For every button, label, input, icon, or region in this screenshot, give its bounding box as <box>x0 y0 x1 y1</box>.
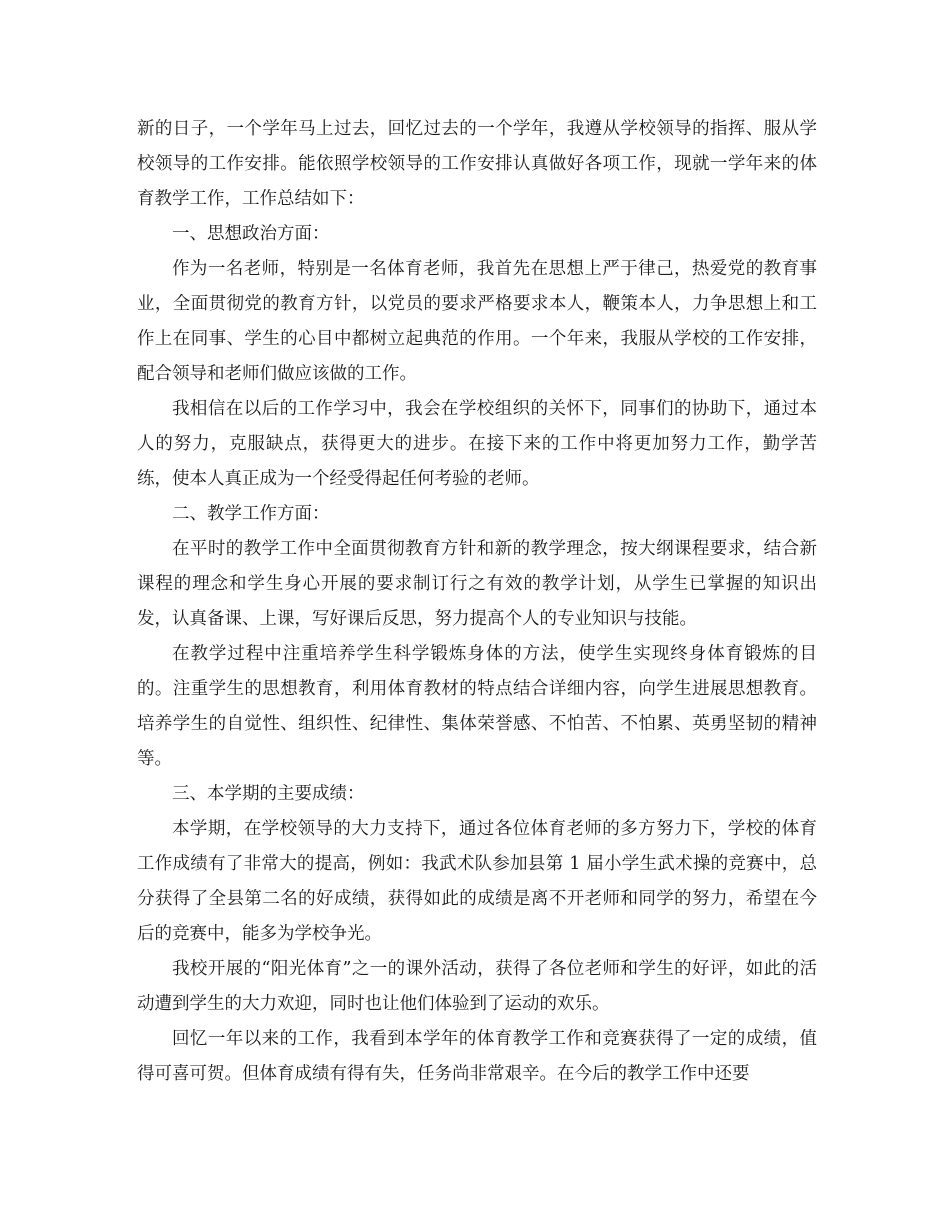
body-paragraph: 我校开展的“阳光体育”之一的课外活动，获得了各位老师和学生的好评，如此的活动遭到学生的大力欢迎，同时也让他们体验到了运动的欢乐。 <box>137 959 817 1014</box>
document-body <box>137 112 817 1092</box>
body-paragraph: 我相信在以后的工作学习中，我会在学校组织的关怀下，同事们的协助下，通过本人的努力，克服缺点，获得更大的进步。在接下来的工作中将更加努力工作，勤学苦练，使本人真正成为一个经受得起任何考验的老师。 <box>137 399 817 489</box>
body-paragraph: 在平时的教学工作中全面贯彻教育方针和新的教学理念，按大纲课程要求，结合新课程的理念和学生身心开展的要求制订行之有效的教学计划，从学生已掌握的知识出发，认真备课、上课，写好课后反思，努力提高个人的专业知识与技能。 <box>137 539 817 629</box>
body-paragraph: 回忆一年以来的工作，我看到本学年的体育教学工作和竞赛获得了一定的成绩，值得可喜可贺。但体育成绩有得有失，任务尚非常艰辛。在今后的教学工作中还要 <box>137 1029 817 1084</box>
section-heading-ideology: 一、思想政治方面： <box>172 224 330 244</box>
body-paragraph: 在教学过程中注重培养学生科学锻炼身体的方法，使学生实现终身体育锻炼的目的。注重学生的思想教育，利用体育教材的特点结合详细内容，向学生进展思想教育。培养学生的自觉性、组织性、纪律性、集体荣誉感、不怕苦、不怕累、英勇坚韧的精神等。 <box>137 644 817 769</box>
section-heading-achievements: 三、本学期的主要成绩： <box>172 784 365 804</box>
body-paragraph: 本学期，在学校领导的大力支持下，通过各位体育老师的多方努力下，学校的体育工作成绩有了非常大的提高，例如：我武术队参加县第 1 届小学生武术操的竞赛中，总分获得了全县第二名的好成绩，获得如此的成绩是离不开老师和同学的努力，希望在今后的竞赛中，能多为学校争光。 <box>137 819 817 944</box>
body-paragraph: 作为一名老师，特别是一名体育老师，我首先在思想上严于律己，热爱党的教育事业，全面贯彻党的教育方针，以党员的要求严格要求本人，鞭策本人，力争思想上和工作上在同事、学生的心目中都树立起典范的作用。一个年来，我服从学校的工作安排，配合领导和老师们做应该做的工作。 <box>137 259 817 384</box>
intro-paragraph: 新的日子，一个学年马上过去，回忆过去的一个学年，我遵从学校领导的指挥、服从学校领导的工作安排。能依照学校领导的工作安排认真做好各项工作，现就一学年来的体育教学工作，工作总结如下： <box>137 119 817 209</box>
section-heading-teaching: 二、教学工作方面： <box>172 504 330 524</box>
